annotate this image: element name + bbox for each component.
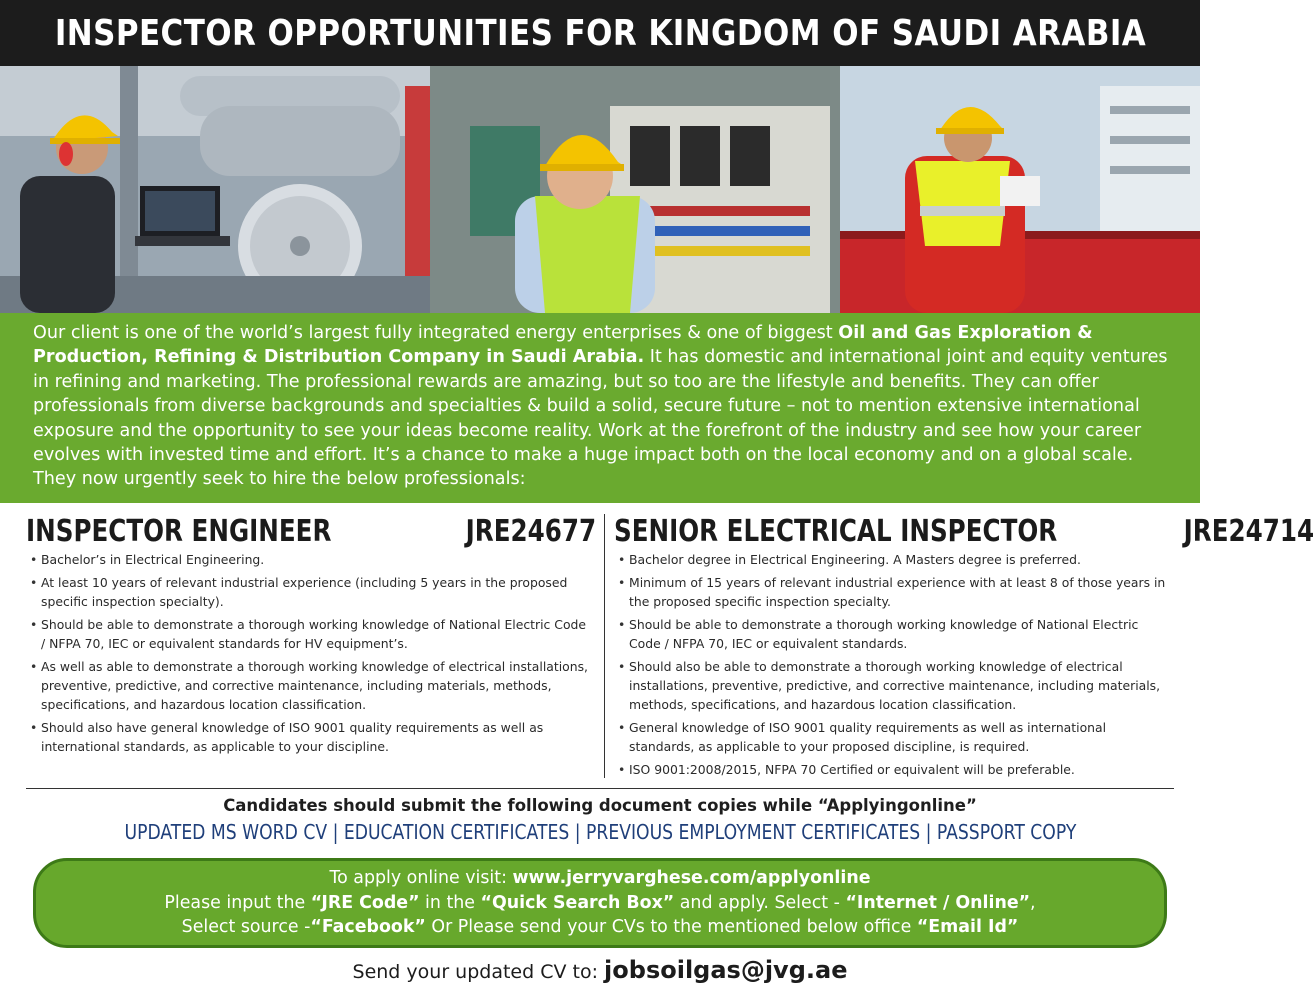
apply-url-link[interactable]: www.jerryvarghese.com/applyonline bbox=[512, 868, 871, 888]
engineer-with-laptop-photo bbox=[0, 66, 430, 313]
offshore-inspector-photo bbox=[840, 66, 1200, 313]
job-code: JRE24677 bbox=[465, 514, 596, 549]
apply-line-1 bbox=[36, 866, 1164, 891]
apply-text: and apply. Select - bbox=[674, 892, 846, 913]
apply-line-2 bbox=[36, 891, 1164, 916]
documents-heading: Candidates should submit the following document copies while “Applyingonline” bbox=[223, 796, 977, 815]
job-requirement: • At least 10 years of relevant industrial experience (including 5 years in the proposed specific inspection specialty). bbox=[26, 573, 590, 611]
apply-text: , bbox=[1030, 892, 1036, 913]
send-cv-line bbox=[0, 956, 1200, 984]
apply-highlight: “JRE Code” bbox=[310, 892, 420, 913]
job-senior-electrical-inspector bbox=[614, 508, 1314, 788]
job-listings bbox=[0, 508, 1314, 790]
job-header bbox=[614, 508, 1314, 549]
job-title: SENIOR ELECTRICAL INSPECTOR bbox=[614, 514, 1058, 549]
send-cv-label: Send your updated CV to: bbox=[352, 961, 605, 983]
job-requirement: • General knowledge of ISO 9001 quality requirements as well as international standards, as applicable to your proposed discipline, is required. bbox=[614, 718, 1168, 756]
apply-text: Or Please send your CVs to the mentioned below office bbox=[425, 917, 917, 937]
intro-text-start: Our client is one of the world’s largest fully integrated energy enterprises & one of biggest bbox=[33, 323, 839, 343]
job-title: INSPECTOR ENGINEER bbox=[26, 514, 332, 549]
apply-highlight: “Internet / Online” bbox=[845, 892, 1031, 913]
apply-highlight: “Quick Search Box” bbox=[480, 892, 675, 913]
intro-text-rest: It has domestic and international joint and equity ventures in refining and marketing. The professional rewards are amazing, but so too are the lifestyle and benefits. They can offer professionals from diverse backgrounds and specialties & build a solid, secure future – not to mention extensive international exposure and the opportunity to see your ideas become reality. Work at the forefront of the industry and see how your career evolves with invested time and effort. It’s a chance to make a huge impact both on the local economy and on a global scale. They now urgently seek to hire the below professionals: bbox=[33, 347, 1168, 490]
page-title: INSPECTOR OPPORTUNITIES FOR KINGDOM OF SAUDI ARABIA bbox=[54, 12, 1146, 54]
job-requirement: • As well as able to demonstrate a thorough working knowledge of electrical installations, preventive, predictive, and corrective maintenance, including materials, methods, specifications, and hazardous location classification. bbox=[26, 657, 590, 714]
apply-text: Select source - bbox=[181, 917, 311, 937]
job-inspector-engineer bbox=[26, 508, 596, 788]
apply-text: Please input the bbox=[164, 892, 311, 913]
contact-email-link[interactable]: jobsoilgas@jvg.ae bbox=[604, 956, 848, 984]
job-requirement: • Should also be able to demonstrate a thorough working knowledge of electrical installations, preventive, predictive, and corrective maintenance, including materials, methods, specifications, and hazardous location classification. bbox=[614, 657, 1168, 714]
apply-highlight: “Facebook” bbox=[310, 917, 426, 937]
header-banner bbox=[0, 0, 1200, 66]
apply-line-3 bbox=[36, 915, 1164, 940]
documents-list bbox=[0, 820, 1200, 844]
intro-paragraph bbox=[0, 313, 1200, 503]
job-requirement: • Should also have general knowledge of ISO 9001 quality requirements as well as international standards, as applicable to your discipline. bbox=[26, 718, 590, 756]
job-requirements-list bbox=[26, 550, 596, 756]
intro-company-highlight: Oil and Gas Exploration & Production, Refining & Distribution Company in Saudi Arabia. bbox=[33, 323, 1093, 368]
column-divider bbox=[604, 514, 605, 778]
documents-list-text: UPDATED MS WORD CV | EDUCATION CERTIFICATES | PREVIOUS EMPLOYMENT CERTIFICATES | PASSPORT COPY bbox=[124, 820, 1076, 844]
job-requirement: • Minimum of 15 years of relevant industrial experience with at least 8 of those years in the proposed specific inspection specialty. bbox=[614, 573, 1168, 611]
apply-visit-label: To apply online visit: bbox=[329, 868, 513, 888]
job-requirements-list bbox=[614, 550, 1174, 779]
job-header bbox=[26, 508, 596, 548]
job-requirement: • Should be able to demonstrate a thorough working knowledge of National Electric Code / NFPA 70, IEC or equivalent standards. bbox=[614, 615, 1168, 653]
smiling-electrical-inspector-photo bbox=[430, 66, 840, 313]
job-code: JRE24714 bbox=[1183, 514, 1314, 549]
job-requirement: • ISO 9001:2008/2015, NFPA 70 Certified or equivalent will be preferable. bbox=[614, 760, 1168, 779]
job-requirement: • Bachelor’s in Electrical Engineering. bbox=[26, 550, 590, 569]
apply-text: in the bbox=[419, 892, 481, 913]
apply-instructions-box bbox=[33, 858, 1167, 948]
job-requirement: • Should be able to demonstrate a thorough working knowledge of National Electric Code / NFPA 70, IEC or equivalent standards for HV equipment’s. bbox=[26, 615, 590, 653]
apply-highlight: “Email Id” bbox=[916, 917, 1019, 937]
photo-strip bbox=[0, 66, 1200, 313]
job-requirement: • Bachelor degree in Electrical Engineering. A Masters degree is preferred. bbox=[614, 550, 1168, 569]
section-divider bbox=[26, 788, 1174, 789]
